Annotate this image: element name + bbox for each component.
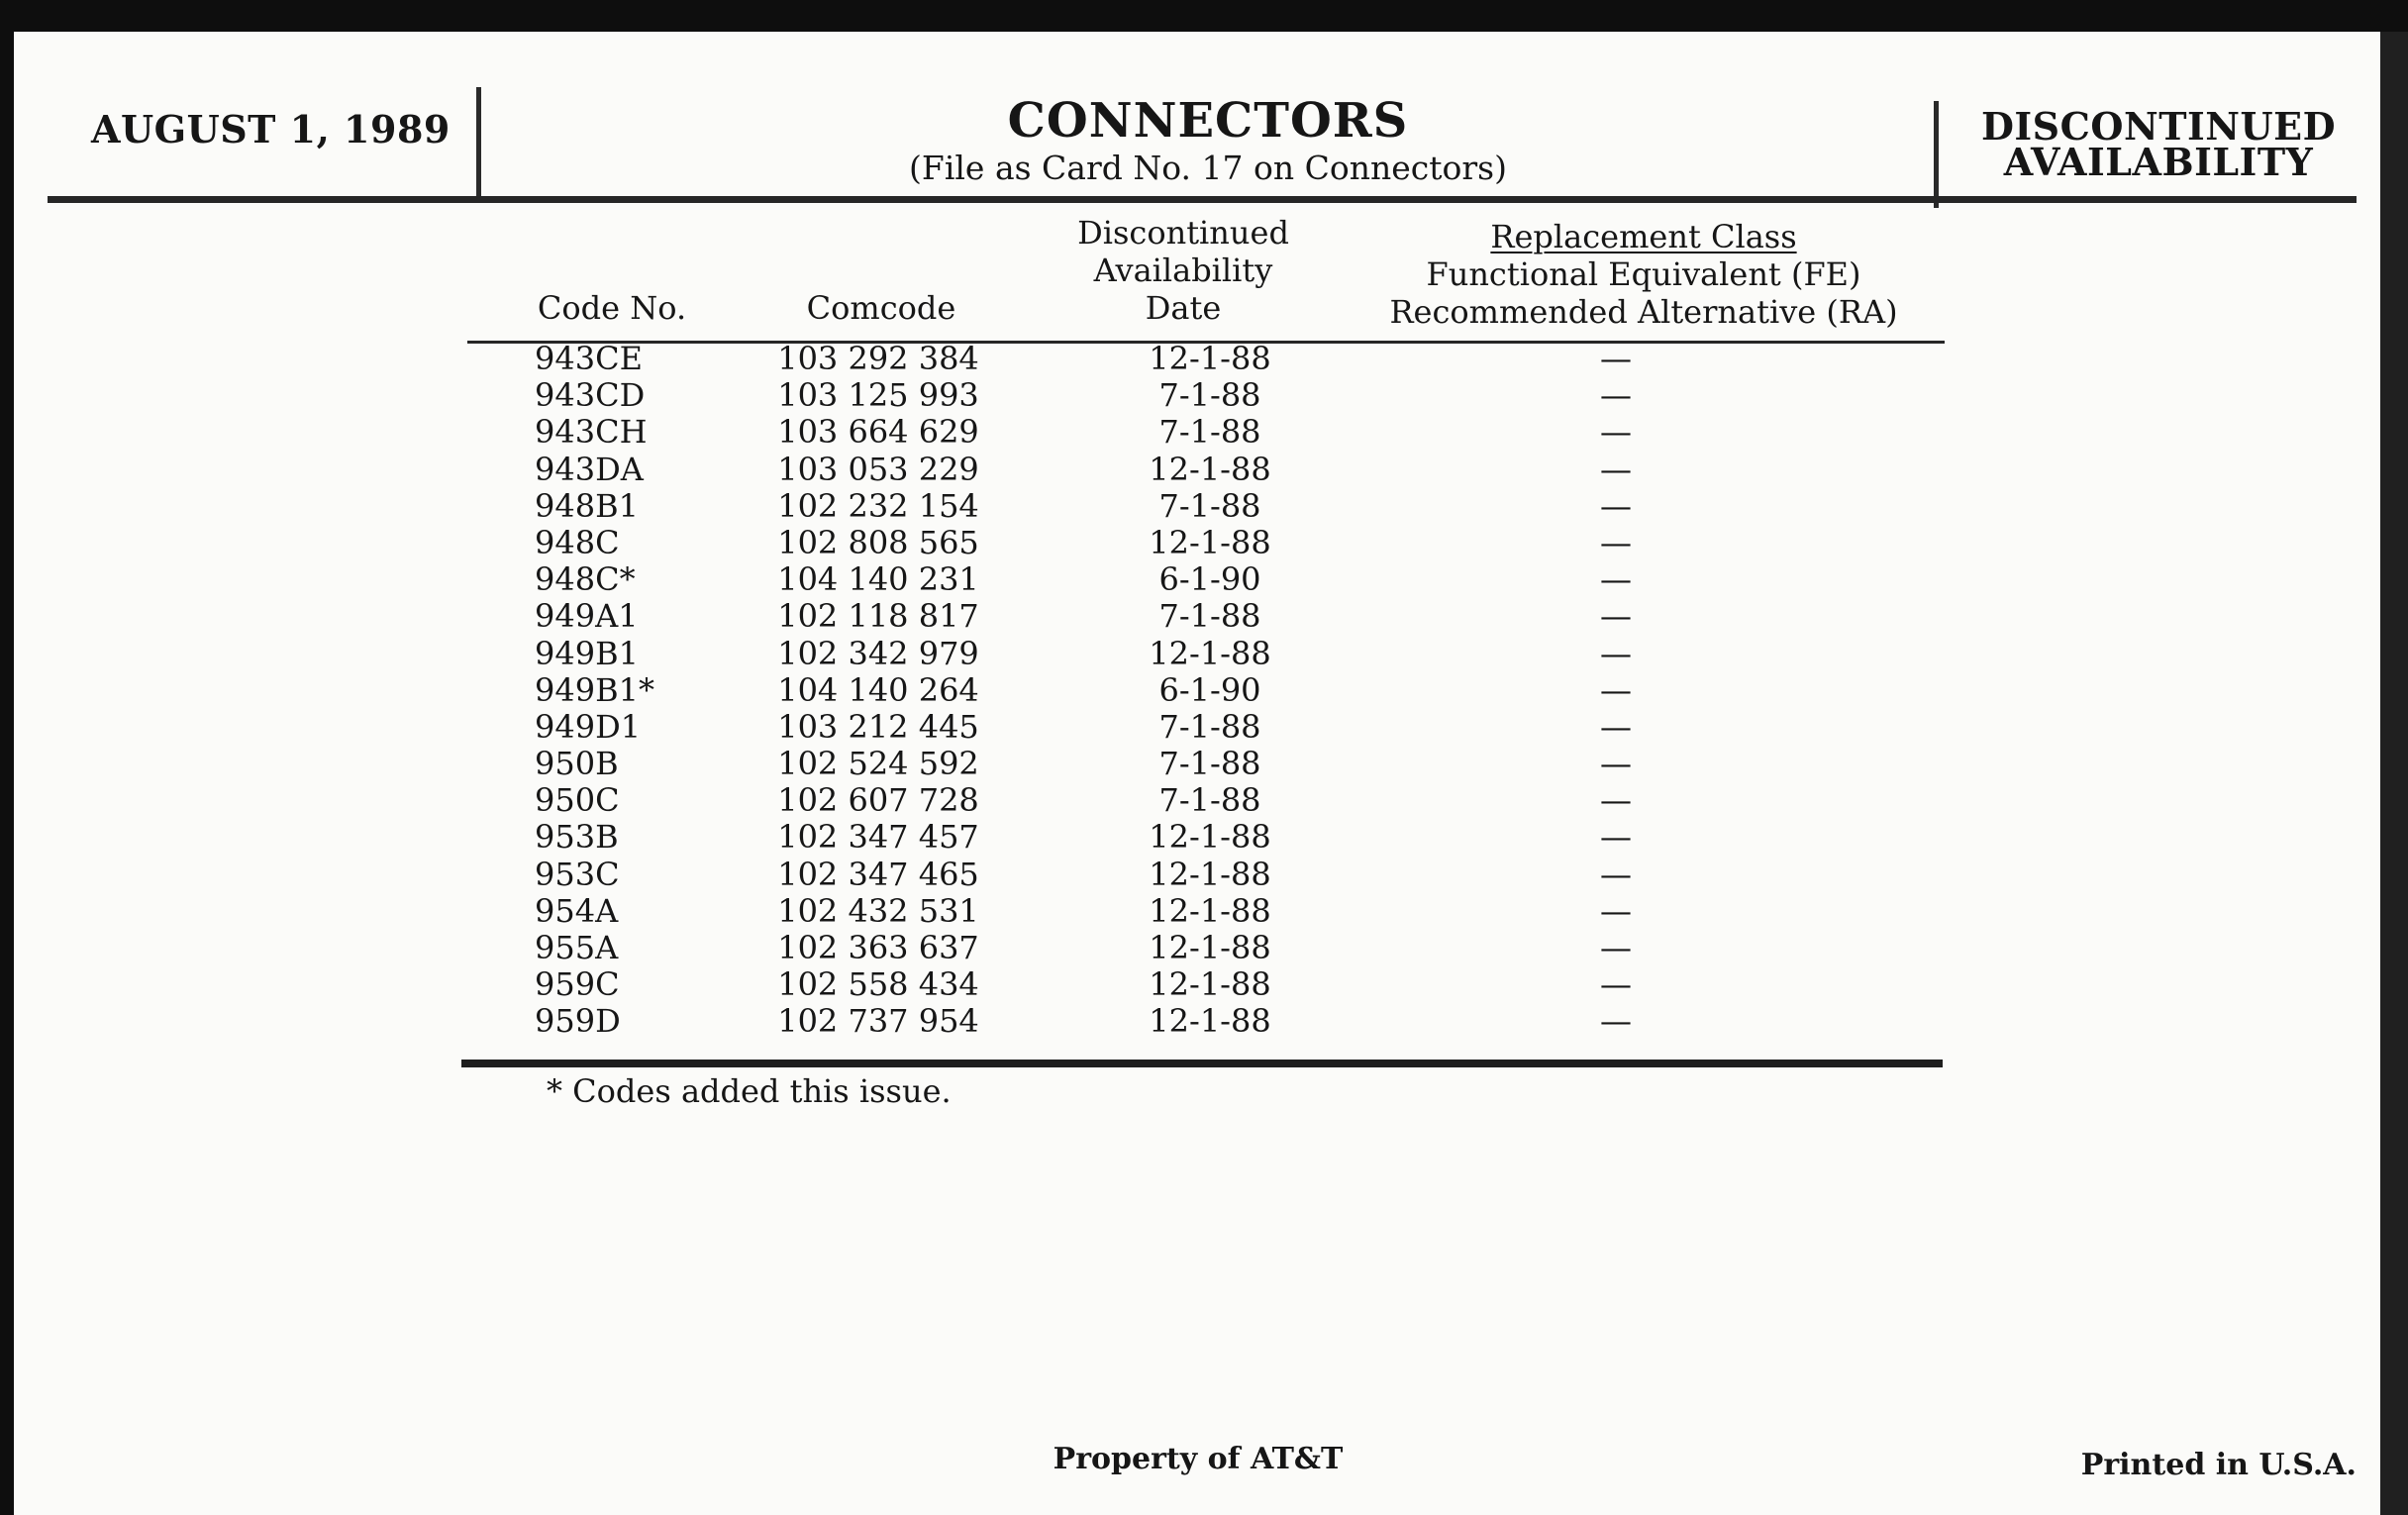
- page-title: CONNECTORS: [1007, 93, 1409, 149]
- header-divider-left: [476, 87, 481, 202]
- cell-comcode: 103 664 629: [777, 413, 979, 452]
- column-header-date: [1059, 214, 1307, 327]
- section-label-line2: AVAILABILITY: [2003, 140, 2314, 184]
- table-row: [467, 930, 1945, 966]
- cell-comcode: 102 342 979: [777, 634, 979, 672]
- cell-date: 12-1-88: [1149, 340, 1271, 377]
- cell-replacement: —: [1600, 413, 1632, 452]
- cell-replacement: —: [1600, 340, 1632, 377]
- cell-comcode: 102 808 565: [777, 523, 979, 561]
- section-label: [1941, 104, 2376, 184]
- table-row: [467, 452, 1945, 488]
- column-header-repl-line2: Functional Equivalent (FE): [1426, 255, 1861, 293]
- cell-replacement: —: [1600, 560, 1632, 599]
- issue-date: AUGUST 1, 1989: [91, 107, 451, 152]
- cell-date: 7-1-88: [1158, 781, 1261, 820]
- section-label-line1: DISCONTINUED: [1980, 104, 2337, 149]
- footer-property: Property of AT&T: [1053, 1442, 1344, 1476]
- cell-date: 12-1-88: [1149, 1002, 1271, 1041]
- cell-replacement: —: [1600, 855, 1632, 893]
- cell-comcode: 103 292 384: [777, 340, 979, 377]
- table-body: [467, 341, 1945, 1041]
- cell-comcode: 103 125 993: [777, 376, 979, 415]
- cell-date: 6-1-90: [1158, 560, 1261, 599]
- column-header-date-line2: Availability: [1093, 252, 1273, 289]
- cell-replacement: —: [1600, 670, 1632, 709]
- table-row: [467, 377, 1945, 414]
- cell-replacement: —: [1600, 891, 1632, 930]
- cell-replacement: —: [1600, 745, 1632, 783]
- cell-comcode: 104 140 264: [777, 670, 979, 709]
- table-row: [467, 525, 1945, 561]
- cell-code: 955A: [535, 929, 619, 966]
- footnote: * Codes added this issue.: [547, 1072, 952, 1110]
- cell-replacement: —: [1600, 818, 1632, 857]
- column-header-replacement: [1366, 218, 1921, 331]
- cell-comcode: 103 053 229: [777, 450, 979, 488]
- cell-code: 943CD: [535, 376, 646, 415]
- table-row: [467, 966, 1945, 1003]
- cell-date: 7-1-88: [1158, 597, 1261, 636]
- title-block: [485, 93, 1931, 188]
- cell-date: 12-1-88: [1149, 450, 1271, 488]
- cell-code: 948C*: [535, 560, 636, 599]
- cell-comcode: 104 140 231: [777, 560, 979, 599]
- cell-replacement: —: [1600, 486, 1632, 525]
- table-row: [467, 561, 1945, 598]
- cell-comcode: 102 347 465: [777, 855, 979, 893]
- cell-comcode: 102 524 592: [777, 745, 979, 783]
- cell-comcode: 102 232 154: [777, 486, 979, 525]
- cell-date: 7-1-88: [1158, 376, 1261, 415]
- cell-date: 12-1-88: [1149, 929, 1271, 966]
- cell-code: 954A: [535, 891, 619, 930]
- cell-date: 12-1-88: [1149, 855, 1271, 893]
- table-row: [467, 488, 1945, 525]
- cell-date: 12-1-88: [1149, 818, 1271, 857]
- cell-date: 12-1-88: [1149, 891, 1271, 930]
- table-row: [467, 414, 1945, 451]
- column-header-date-line3: Date: [1145, 289, 1222, 327]
- header-divider-right: [1934, 101, 1939, 208]
- scan-edge: [2380, 32, 2408, 1515]
- cell-comcode: 102 347 457: [777, 818, 979, 857]
- footer-printed: Printed in U.S.A.: [2080, 1448, 2357, 1482]
- cell-code: 948B1: [535, 486, 639, 525]
- column-header-code: Code No.: [537, 289, 687, 327]
- table-row: [467, 857, 1945, 893]
- cell-date: 6-1-90: [1158, 670, 1261, 709]
- cell-date: 7-1-88: [1158, 486, 1261, 525]
- table-row: [467, 782, 1945, 819]
- cell-code: 943DA: [535, 450, 644, 488]
- cell-date: 12-1-88: [1149, 634, 1271, 672]
- table-row: [467, 636, 1945, 672]
- cell-comcode: 102 432 531: [777, 891, 979, 930]
- cell-comcode: 102 118 817: [777, 597, 979, 636]
- cell-replacement: —: [1600, 634, 1632, 672]
- cell-code: 949B1*: [535, 670, 654, 709]
- table-row: [467, 598, 1945, 635]
- table-row: [467, 893, 1945, 930]
- cell-date: 7-1-88: [1158, 707, 1261, 746]
- table-row: [467, 819, 1945, 856]
- cell-code: 950C: [535, 781, 620, 820]
- cell-replacement: —: [1600, 929, 1632, 966]
- column-header-comcode: Comcode: [806, 289, 956, 327]
- cell-code: 943CH: [535, 413, 648, 452]
- cell-code: 953B: [535, 818, 619, 857]
- cell-code: 949A1: [535, 597, 639, 636]
- cell-replacement: —: [1600, 781, 1632, 820]
- table-row: [467, 709, 1945, 746]
- cell-code: 959C: [535, 965, 620, 1004]
- cell-comcode: 103 212 445: [777, 707, 979, 746]
- cell-code: 953C: [535, 855, 620, 893]
- cell-code: 949B1: [535, 634, 639, 672]
- column-header-date-line1: Discontinued: [1077, 214, 1289, 252]
- cell-replacement: —: [1600, 965, 1632, 1004]
- cell-replacement: —: [1600, 597, 1632, 636]
- cell-replacement: —: [1600, 523, 1632, 561]
- table-row: [467, 746, 1945, 782]
- table-row: [467, 1003, 1945, 1040]
- cell-code: 949D1: [535, 707, 642, 746]
- column-header-repl-line1: Replacement Class: [1490, 218, 1797, 255]
- table-bottom-rule: [461, 1060, 1943, 1067]
- cell-replacement: —: [1600, 376, 1632, 415]
- cell-code: 943CE: [535, 340, 643, 377]
- cell-replacement: —: [1600, 1002, 1632, 1041]
- cell-date: 7-1-88: [1158, 745, 1261, 783]
- cell-code: 959D: [535, 1002, 621, 1041]
- cell-comcode: 102 607 728: [777, 781, 979, 820]
- cell-code: 950B: [535, 745, 619, 783]
- cell-comcode: 102 737 954: [777, 1002, 979, 1041]
- cell-date: 12-1-88: [1149, 523, 1271, 561]
- cell-replacement: —: [1600, 450, 1632, 488]
- cell-code: 948C: [535, 523, 620, 561]
- table-row: [467, 341, 1945, 377]
- page-subtitle: (File as Card No. 17 on Connectors): [909, 149, 1507, 187]
- cell-comcode: 102 363 637: [777, 929, 979, 966]
- column-header-repl-line3: Recommended Alternative (RA): [1389, 293, 1898, 331]
- cell-date: 12-1-88: [1149, 965, 1271, 1004]
- cell-replacement: —: [1600, 707, 1632, 746]
- header-rule: [48, 196, 2357, 203]
- cell-date: 7-1-88: [1158, 413, 1261, 452]
- table-row: [467, 672, 1945, 709]
- cell-comcode: 102 558 434: [777, 965, 979, 1004]
